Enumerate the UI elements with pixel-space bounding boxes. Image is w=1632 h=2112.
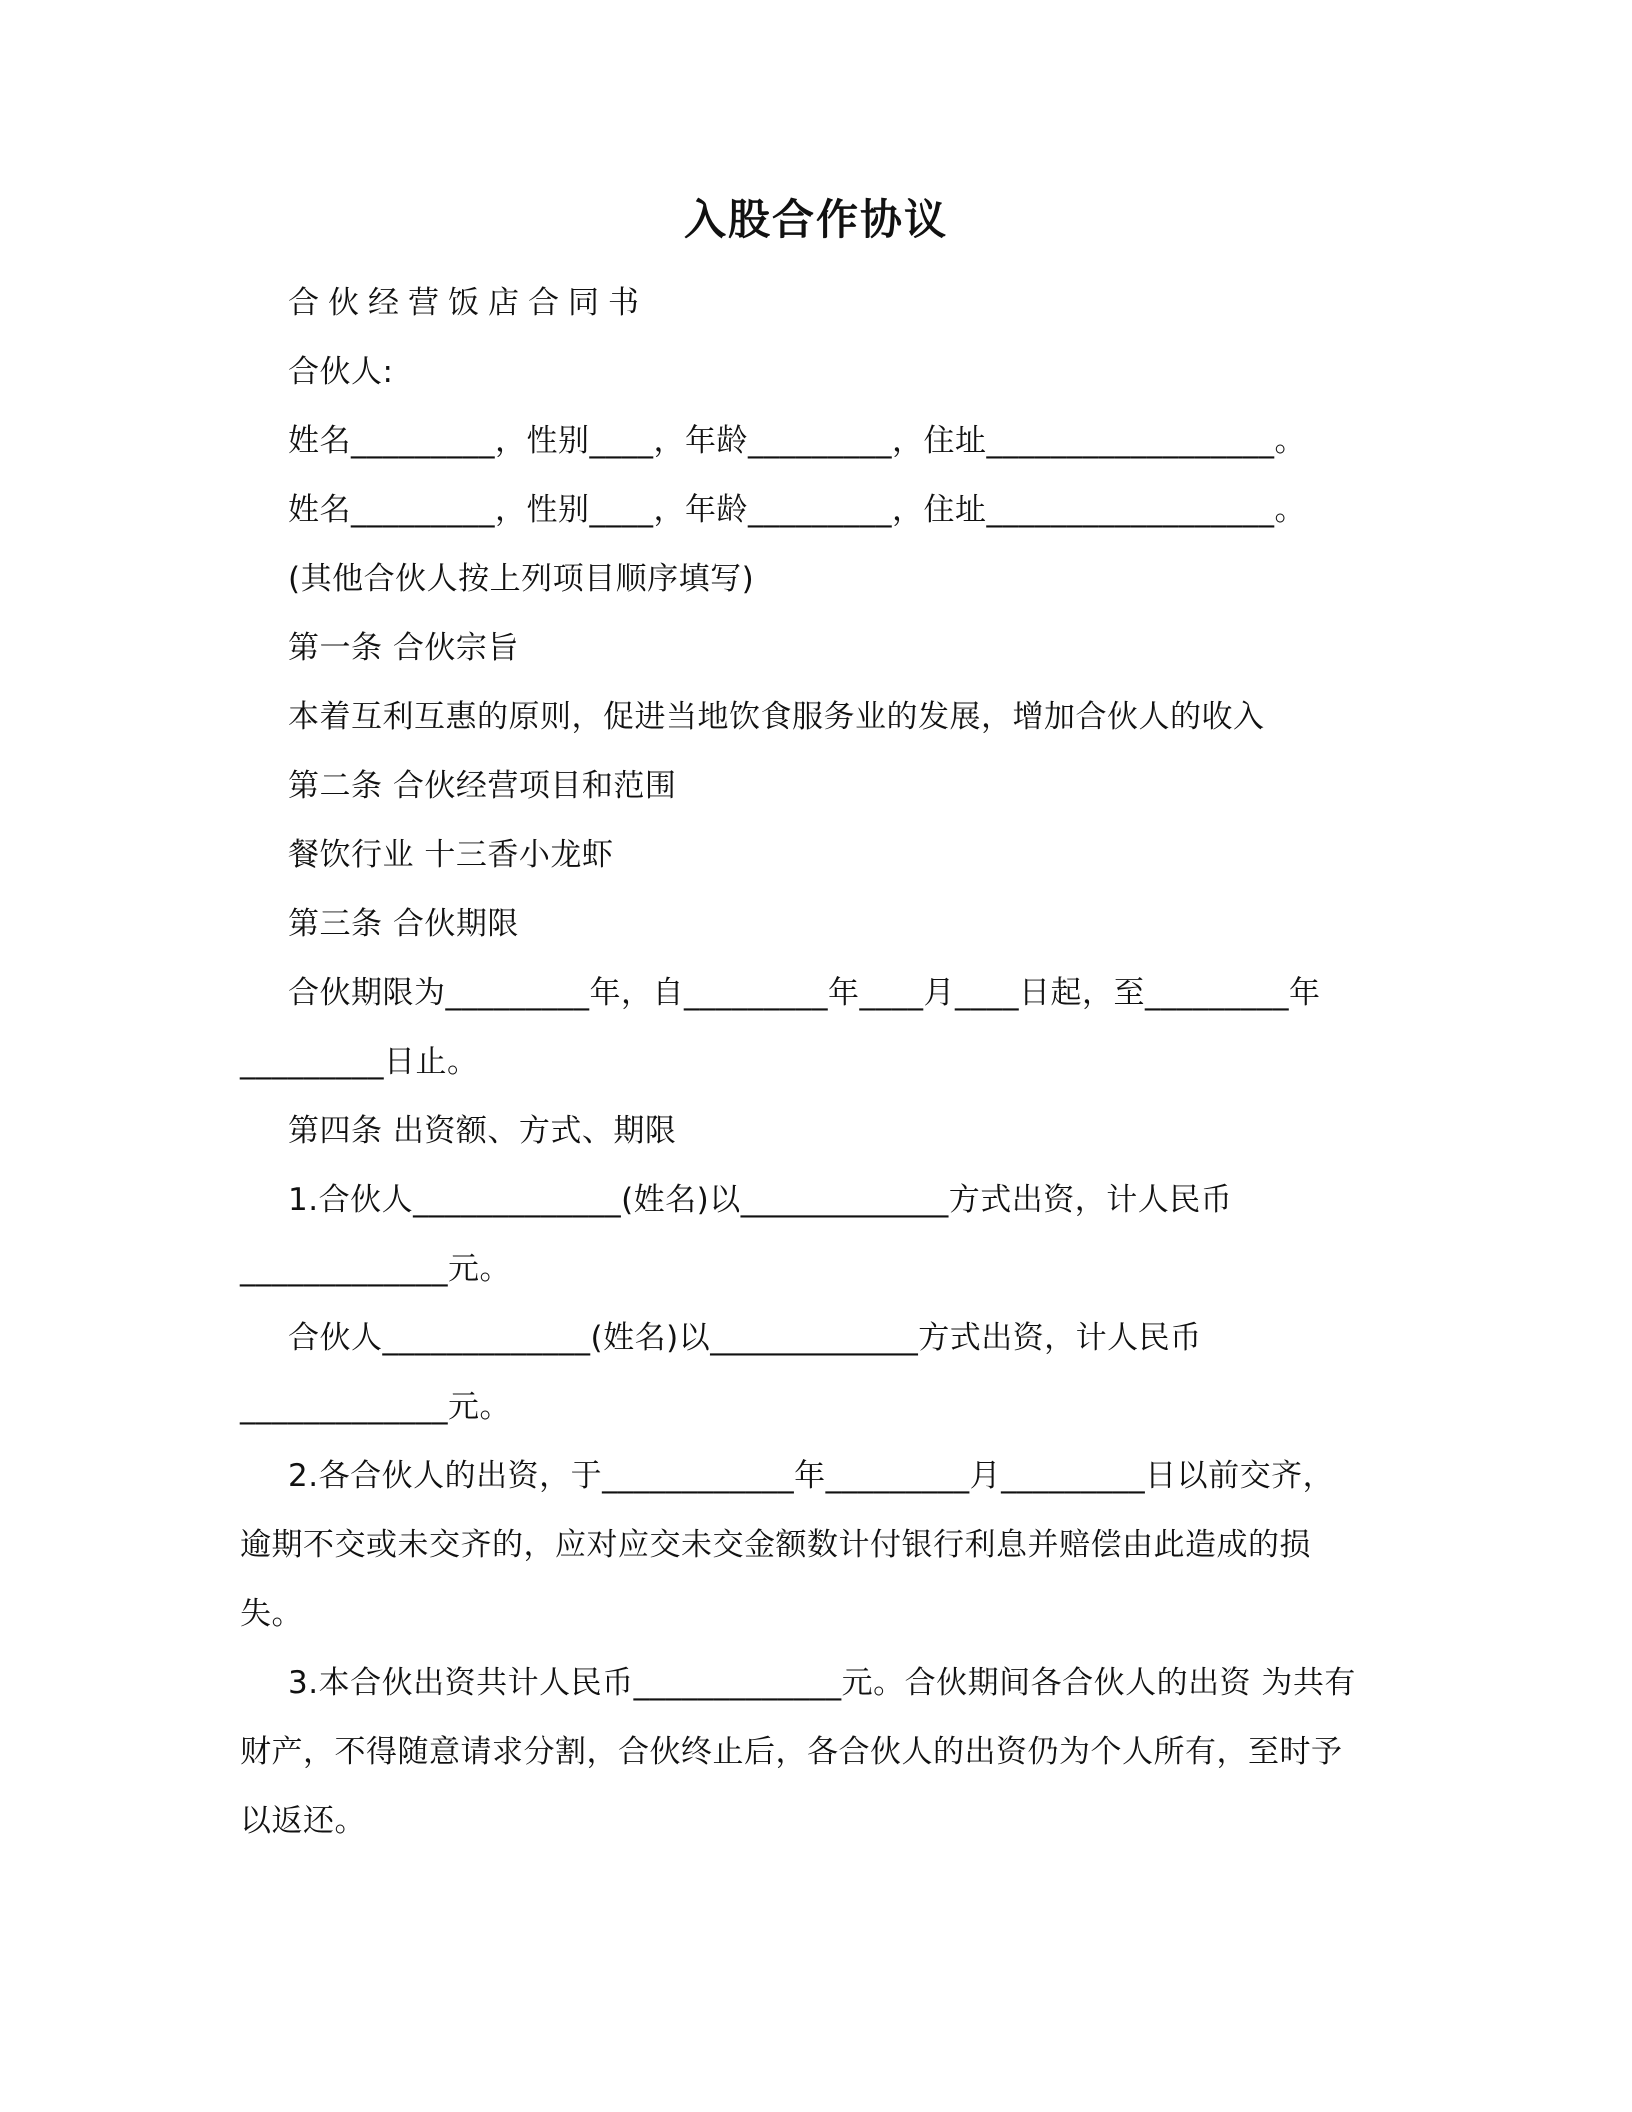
article-4-item-1-line-2: _____________元。 bbox=[240, 1251, 511, 1287]
article-4-item-3-line-3: 以返还。 bbox=[240, 1803, 366, 1839]
article-1-heading: 第一条 合伙宗旨 bbox=[288, 630, 519, 666]
article-4-item-1b-line-2: _____________元。 bbox=[240, 1389, 511, 1425]
article-4-item-2-line-2: 逾期不交或未交齐的，应对应交未交金额数计付银行利息并赔偿由此造成的损 bbox=[240, 1527, 1311, 1563]
article-4-heading: 第四条 出资额、方式、期限 bbox=[288, 1113, 677, 1149]
article-3-text-line-1: 合伙期限为_________年，自_________年____月____日起，至_________年 bbox=[288, 975, 1321, 1011]
partners-heading: 合伙人: bbox=[288, 354, 394, 390]
partner-note: (其他合伙人按上列项目顺序填写) bbox=[288, 561, 755, 597]
article-3-text-line-2: _________日止。 bbox=[240, 1044, 479, 1080]
partner-info-line-1: 姓名_________，性别____，年龄_________，住址__________________。 bbox=[288, 423, 1306, 459]
article-2-text: 餐饮行业 十三香小龙虾 bbox=[288, 837, 614, 873]
partner-info-line-2: 姓名_________，性别____，年龄_________，住址__________________。 bbox=[288, 492, 1306, 528]
article-1-text: 本着互利互惠的原则，促进当地饮食服务业的发展，增加合伙人的收入 bbox=[288, 699, 1265, 735]
article-4-item-3-line-1: 3.本合伙出资共计人民币_____________元。合伙期间各合伙人的出资 为共有 bbox=[288, 1665, 1356, 1701]
article-4-item-1b-line-1: 合伙人_____________(姓名)以_____________方式出资，计人民币 bbox=[288, 1320, 1202, 1356]
article-4-item-1-line-1: 1.合伙人_____________(姓名)以_____________方式出资，计人民币 bbox=[288, 1182, 1233, 1218]
article-3-heading: 第三条 合伙期限 bbox=[288, 906, 519, 942]
article-2-heading: 第二条 合伙经营项目和范围 bbox=[288, 768, 677, 804]
article-4-item-2-line-3: 失。 bbox=[240, 1596, 303, 1632]
subtitle-line: 合伙经营饭店合同书 bbox=[288, 285, 648, 321]
document-title: 入股合作协议 bbox=[683, 195, 948, 244]
article-4-item-3-line-2: 财产，不得随意请求分割，合伙终止后，各合伙人的出资仍为个人所有，至时予 bbox=[240, 1734, 1343, 1770]
article-4-item-2-line-1: 2.各合伙人的出资，于____________年_________月_________日以前交齐， bbox=[288, 1458, 1335, 1494]
